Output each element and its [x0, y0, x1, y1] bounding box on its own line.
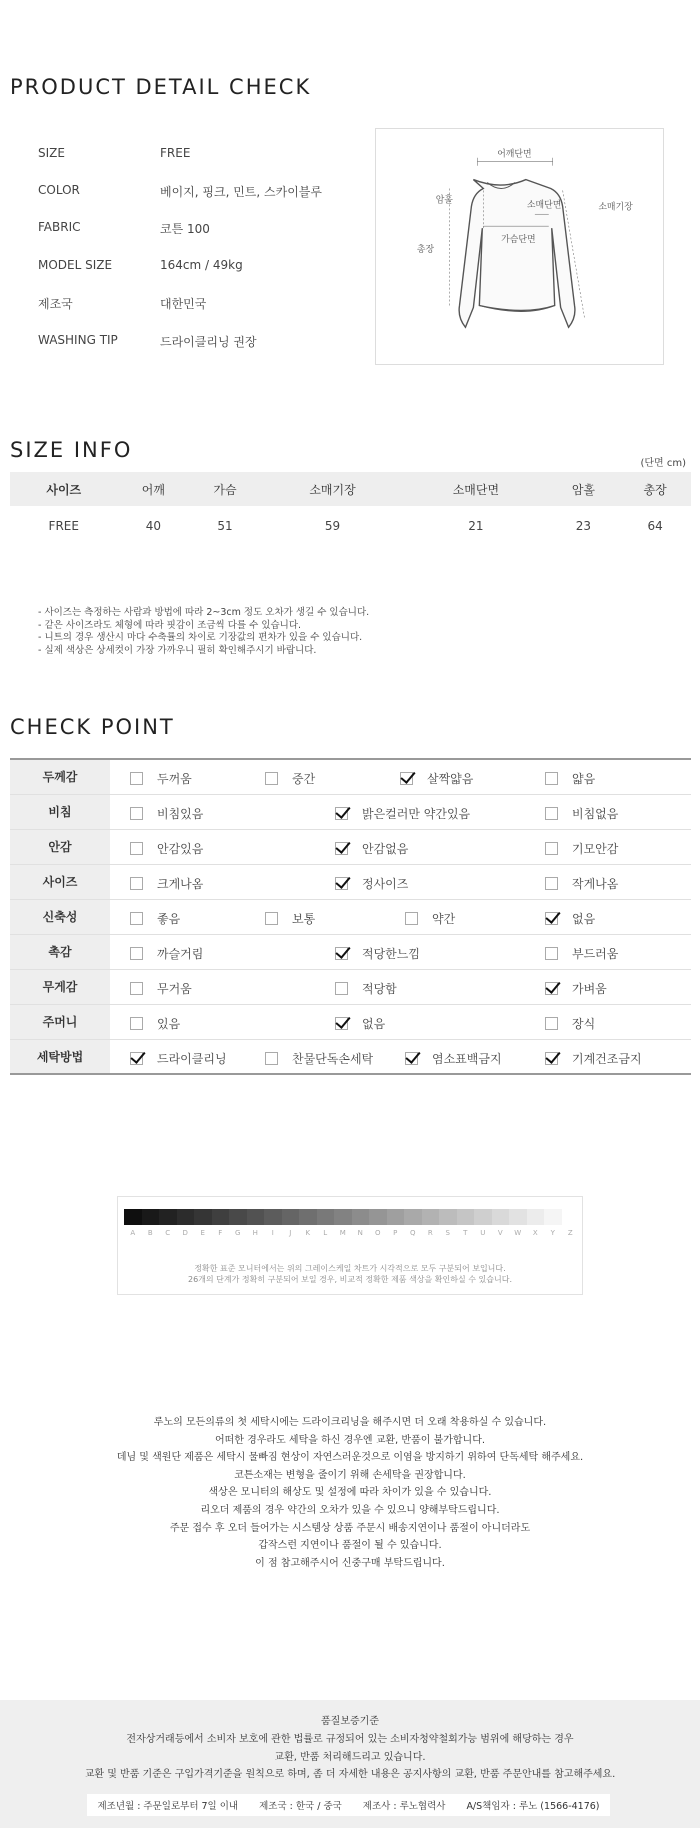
- check-options: [110, 759, 691, 794]
- grayscale-letter: M: [339, 1229, 346, 1237]
- grayscale-swatch: [457, 1209, 475, 1225]
- grayscale-swatch: [264, 1209, 282, 1225]
- detail-label: SIZE: [38, 146, 65, 160]
- check-option-label: 적당한느낌: [362, 946, 420, 961]
- grayscale-swatch: [317, 1209, 335, 1225]
- check-option[interactable]: [545, 1015, 595, 1032]
- check-options: [110, 899, 691, 934]
- product-detail-title: PRODUCT DETAIL CHECK: [10, 75, 312, 99]
- grayscale-swatch: [509, 1209, 527, 1225]
- grayscale-letter: D: [182, 1229, 188, 1237]
- size-cell: 51: [217, 519, 233, 533]
- grayscale-letter: W: [514, 1229, 522, 1237]
- check-option[interactable]: [405, 1050, 502, 1067]
- check-options: [110, 829, 691, 864]
- check-option[interactable]: [335, 980, 397, 997]
- grayscale-letter: V: [497, 1229, 503, 1237]
- check-point-table: [10, 758, 691, 1075]
- check-option-label: 안감있음: [157, 841, 204, 856]
- grayscale-letter: E: [200, 1229, 205, 1237]
- checkbox-checked-icon[interactable]: [335, 1017, 348, 1030]
- diagram-label-sleeve-width: 소매단면: [526, 200, 562, 211]
- size-note: - 사이즈는 측정하는 사람과 방법에 따라 2~3cm 정도 오차가 생길 수 있습니다.: [38, 607, 370, 618]
- size-cell: 21: [468, 519, 484, 533]
- check-option[interactable]: [545, 840, 618, 857]
- check-option[interactable]: [545, 910, 595, 927]
- check-point-title: CHECK POINT: [10, 715, 175, 739]
- grayscale-swatch: [229, 1209, 247, 1225]
- check-row: [10, 759, 691, 794]
- size-cell: 59: [324, 519, 341, 533]
- check-options: [110, 969, 691, 1004]
- detail-value: FREE: [160, 146, 191, 160]
- check-row-label: 주머니: [10, 1004, 110, 1039]
- checkbox-empty-icon[interactable]: [405, 912, 418, 925]
- check-options: [110, 1039, 691, 1074]
- checkbox-checked-icon[interactable]: [335, 877, 348, 890]
- diagram-label-armhole: 암홀: [435, 195, 453, 206]
- check-option[interactable]: [130, 945, 203, 962]
- footer-line: 전자상거래등에서 소비자 보호에 관한 법률로 규정되어 있는 소비자청약철회가능 범위에 해당하는 경우: [126, 1733, 574, 1745]
- check-row: [10, 1039, 691, 1074]
- grayscale-letter: A: [130, 1229, 136, 1237]
- size-info-title: SIZE INFO: [10, 438, 133, 462]
- checkbox-checked-icon[interactable]: [545, 912, 558, 925]
- check-option-label: 살짝얇음: [427, 772, 474, 786]
- checkbox-empty-icon[interactable]: [545, 877, 558, 890]
- grayscale-swatch: [194, 1209, 212, 1225]
- grayscale-letter: B: [147, 1229, 153, 1237]
- check-row: [10, 864, 691, 899]
- checkbox-empty-icon[interactable]: [130, 807, 143, 820]
- grayscale-caption: 26개의 단계가 정확히 구분되어 보일 경우, 비교적 정확한 제품 색상을 확인하실 수 있습니다.: [188, 1275, 512, 1284]
- grayscale-letter: F: [218, 1229, 223, 1237]
- check-option-label: 좋음: [157, 911, 181, 926]
- check-option-label: 크게나옴: [157, 876, 204, 891]
- check-row: [10, 829, 691, 864]
- checkbox-empty-icon[interactable]: [265, 772, 278, 785]
- checkbox-empty-icon[interactable]: [130, 1017, 143, 1030]
- checkbox-checked-icon[interactable]: [130, 1052, 143, 1065]
- notice-line: 주문 접수 후 오더 들어가는 시스템상 상품 주문시 배송지연이나 품절이 아니더라도: [169, 1522, 531, 1534]
- checkbox-checked-icon[interactable]: [405, 1052, 418, 1065]
- size-cell: 40: [145, 519, 161, 533]
- grayscale-swatch: [247, 1209, 265, 1225]
- check-option[interactable]: [335, 875, 408, 892]
- size-table-row: [10, 506, 691, 546]
- check-row-label: 사이즈: [10, 864, 110, 899]
- check-option-label: 중간: [292, 772, 316, 786]
- check-option-label: 까슬거림: [157, 946, 204, 961]
- footer-line: 교환, 반품 처리해드리고 있습니다.: [274, 1751, 426, 1763]
- notice-line: 색상은 모니터의 해상도 및 설정에 따라 차이가 있을 수 있습니다.: [208, 1487, 492, 1499]
- size-header-cell: 가슴: [189, 472, 261, 506]
- checkbox-empty-icon[interactable]: [265, 1052, 278, 1065]
- checkbox-empty-icon[interactable]: [545, 947, 558, 960]
- check-option[interactable]: [335, 805, 470, 822]
- size-cell: 23: [575, 519, 592, 533]
- check-option-label: 작게나옴: [572, 876, 619, 891]
- checkbox-empty-icon[interactable]: [545, 1017, 558, 1030]
- checkbox-checked-icon[interactable]: [545, 982, 558, 995]
- notice-line: 코튼소재는 변형을 줄이기 위해 손세탁을 권장합니다.: [234, 1469, 466, 1481]
- check-option[interactable]: [130, 875, 203, 892]
- grayscale-letter: N: [357, 1229, 363, 1237]
- check-option[interactable]: [545, 875, 618, 892]
- check-row: [10, 934, 691, 969]
- grayscale-letter: X: [532, 1229, 538, 1237]
- check-option-label: 없음: [572, 911, 596, 926]
- footer-info-item: 제조년월 : 주문일로부터 7일 이내: [97, 1801, 239, 1812]
- sweater-outline-icon: [376, 129, 663, 364]
- grayscale-swatch: [474, 1209, 492, 1225]
- check-option[interactable]: [130, 1015, 180, 1032]
- size-header-cell: 총장: [619, 472, 691, 506]
- check-row-label: 신축성: [10, 899, 110, 934]
- check-option-label: 염소표백금지: [432, 1051, 502, 1066]
- size-note: - 니트의 경우 생산시 마다 수축률의 차이로 기장값의 편차가 있을 수 있습니다.: [38, 632, 363, 643]
- size-cell: 64: [647, 519, 663, 533]
- check-option-label: 비침있음: [157, 806, 204, 821]
- footer-info-item: A/S책임자 : 루노 (1566-4176): [466, 1801, 600, 1812]
- check-option-label: 가벼움: [572, 981, 607, 996]
- grayscale-letter: H: [252, 1229, 258, 1237]
- grayscale-letter: I: [271, 1229, 274, 1237]
- grayscale-letter: J: [289, 1229, 292, 1237]
- garment-diagram: [375, 128, 664, 365]
- size-header-cell: 소매기장: [261, 472, 404, 506]
- detail-label: FABRIC: [38, 220, 81, 234]
- check-option[interactable]: [130, 910, 180, 927]
- checkbox-empty-icon[interactable]: [545, 842, 558, 855]
- grayscale-swatch: [404, 1209, 422, 1225]
- notice-line: 리오더 제품의 경우 약간의 오차가 있을 수 있으니 양해부탁드립니다.: [200, 1504, 500, 1516]
- grayscale-swatch: [142, 1209, 160, 1225]
- detail-value: 코튼 100: [160, 222, 210, 236]
- footer-text: [0, 1713, 700, 1784]
- detail-value: 베이지, 핑크, 민트, 스카이블루: [160, 185, 322, 199]
- check-row-label: 비침: [10, 794, 110, 829]
- check-option[interactable]: [265, 910, 315, 927]
- check-option-label: 비침없음: [572, 806, 619, 821]
- grayscale-swatch: [439, 1209, 457, 1225]
- checkbox-empty-icon[interactable]: [545, 807, 558, 820]
- checkbox-empty-icon[interactable]: [130, 912, 143, 925]
- diagram-label-length: 총장: [416, 244, 435, 255]
- check-option-label: 드라이클리닝: [157, 1051, 227, 1066]
- grayscale-swatch: [159, 1209, 177, 1225]
- check-options: [110, 934, 691, 969]
- check-option-label: 찬물단독손세탁: [292, 1051, 374, 1066]
- check-option-label: 기계건조금지: [572, 1051, 642, 1066]
- checkbox-empty-icon[interactable]: [130, 772, 143, 785]
- check-option[interactable]: [130, 840, 203, 857]
- check-option[interactable]: [265, 1050, 373, 1067]
- notice-line: 갑작스런 지연이나 품절이 될 수 있습니다.: [258, 1540, 442, 1552]
- grayscale-bar: [124, 1209, 579, 1225]
- size-unit-label: (단면 cm): [640, 458, 686, 469]
- grayscale-swatch: [299, 1209, 317, 1225]
- checkbox-empty-icon[interactable]: [130, 877, 143, 890]
- grayscale-swatch: [177, 1209, 195, 1225]
- check-option[interactable]: [130, 980, 192, 997]
- grayscale-letter: P: [393, 1229, 398, 1237]
- grayscale-letter: Y: [550, 1229, 555, 1237]
- size-note: - 같은 사이즈라도 체형에 따라 핏감이 조금씩 다를 수 있습니다.: [38, 619, 302, 631]
- check-option-label: 있음: [157, 1016, 181, 1031]
- detail-label: MODEL SIZE: [38, 258, 113, 272]
- diagram-label-sleeve-length: 소매기장: [598, 202, 633, 213]
- grayscale-swatch: [282, 1209, 300, 1225]
- detail-label: WASHING TIP: [38, 333, 118, 347]
- diagram-label-chest: 가슴단면: [501, 235, 536, 246]
- check-option[interactable]: [130, 1050, 227, 1067]
- detail-label: COLOR: [38, 183, 80, 197]
- check-option[interactable]: [545, 980, 607, 997]
- checkbox-empty-icon[interactable]: [130, 842, 143, 855]
- grayscale-letter: L: [323, 1229, 328, 1237]
- grayscale-letter: Q: [409, 1229, 416, 1237]
- size-notes: [38, 607, 369, 657]
- check-options: [110, 794, 691, 829]
- check-option-label: 없음: [362, 1016, 386, 1031]
- checkbox-empty-icon[interactable]: [545, 772, 558, 785]
- check-option-label: 보통: [292, 911, 316, 926]
- checkbox-checked-icon[interactable]: [335, 807, 348, 820]
- check-option-label: 적당함: [362, 981, 397, 996]
- checkbox-empty-icon[interactable]: [130, 982, 143, 995]
- grayscale-letter: S: [445, 1229, 450, 1237]
- checkbox-empty-icon[interactable]: [265, 912, 278, 925]
- grayscale-swatch: [124, 1209, 142, 1225]
- check-option-label: 기모안감: [572, 841, 619, 856]
- quality-guarantee-footer: [0, 1700, 700, 1828]
- footer-title: 품질보증기준: [321, 1716, 379, 1727]
- check-option-label: 부드러움: [572, 946, 619, 961]
- check-row: [10, 794, 691, 829]
- check-row-label: 두께감: [10, 759, 110, 794]
- check-option[interactable]: [335, 945, 420, 962]
- size-note: - 실제 색상은 상세컷이 가장 가까우니 필히 확인해주시기 바랍니다.: [38, 644, 317, 656]
- grayscale-caption: 정확한 표준 모니터에서는 위의 그레이스케일 차트가 시각적으로 모두 구분되어 보입니다.: [194, 1264, 506, 1273]
- check-option-label: 밝은컬러만 약간있음: [362, 806, 471, 821]
- grayscale-letter: T: [463, 1229, 468, 1237]
- check-option[interactable]: [545, 805, 618, 822]
- detail-value: 드라이클리닝 권장: [160, 335, 257, 349]
- check-option-label: 안감없음: [362, 841, 409, 856]
- grayscale-chart: [117, 1196, 583, 1295]
- size-header-cell: 소매단면: [404, 472, 547, 506]
- check-option[interactable]: [545, 770, 595, 787]
- size-table-header: [10, 472, 691, 506]
- footer-info-item: 제조사 : 루노협력사: [362, 1801, 446, 1812]
- detail-label: 제조국: [38, 297, 73, 311]
- check-option-label: 장식: [572, 1016, 596, 1031]
- diagram-label-shoulder: 어깨단면: [497, 149, 532, 160]
- check-row-label: 세탁방법: [10, 1039, 110, 1074]
- check-options: [110, 1004, 691, 1039]
- grayscale-letters: [124, 1229, 579, 1237]
- grayscale-swatch: [544, 1209, 562, 1225]
- detail-value: 대한민국: [160, 297, 207, 311]
- check-option-label: 약간: [432, 911, 456, 926]
- checkbox-empty-icon[interactable]: [335, 982, 348, 995]
- grayscale-letter: C: [165, 1229, 171, 1237]
- grayscale-letter: R: [427, 1229, 433, 1237]
- check-option[interactable]: [130, 770, 192, 787]
- care-notice: [0, 1414, 700, 1572]
- checkbox-checked-icon[interactable]: [545, 1052, 558, 1065]
- check-option[interactable]: [335, 840, 408, 857]
- check-option[interactable]: [545, 1050, 642, 1067]
- check-row-label: 안감: [10, 829, 110, 864]
- grayscale-swatch: [562, 1209, 580, 1225]
- grayscale-swatch: [492, 1209, 510, 1225]
- grayscale-swatch: [352, 1209, 370, 1225]
- size-table: [10, 472, 691, 546]
- checkbox-checked-icon[interactable]: [335, 947, 348, 960]
- checkbox-empty-icon[interactable]: [130, 947, 143, 960]
- detail-value: 164cm / 49kg: [160, 258, 243, 272]
- grayscale-letter: K: [305, 1229, 311, 1237]
- grayscale-letter: G: [235, 1229, 241, 1237]
- check-row-label: 무게감: [10, 969, 110, 1004]
- check-row: [10, 1004, 691, 1039]
- check-option-label: 정사이즈: [362, 876, 409, 891]
- grayscale-swatch: [527, 1209, 545, 1225]
- checkbox-checked-icon[interactable]: [335, 842, 348, 855]
- notice-line: 이 점 참고해주시어 신중구매 부탁드립니다.: [255, 1557, 445, 1569]
- check-option[interactable]: [400, 770, 473, 787]
- size-header-cell: 사이즈: [10, 472, 118, 506]
- size-cell: FREE: [48, 519, 79, 533]
- checkbox-checked-icon[interactable]: [400, 772, 413, 785]
- grayscale-swatch: [422, 1209, 440, 1225]
- check-row-label: 촉감: [10, 934, 110, 969]
- check-option-label: 무거움: [157, 981, 192, 996]
- size-header-cell: 어깨: [118, 472, 190, 506]
- footer-info-item: 제조국 : 한국 / 중국: [259, 1801, 342, 1812]
- grayscale-letter: U: [480, 1229, 486, 1237]
- check-option[interactable]: [335, 1015, 385, 1032]
- footer-line: 교환 및 반품 기준은 구입가격기준을 원칙으로 하며, 좀 더 자세한 내용은 공지사항의 교환, 반품 주문안내를 참고해주세요.: [84, 1769, 616, 1781]
- grayscale-swatch: [387, 1209, 405, 1225]
- check-option[interactable]: [130, 805, 203, 822]
- grayscale-swatch: [334, 1209, 352, 1225]
- notice-line: 데님 및 색원단 제품은 세탁시 물빠짐 현상이 자연스러운것으로 이염을 방지하기 위하여 단독세탁 해주세요.: [116, 1452, 584, 1464]
- grayscale-swatch: [212, 1209, 230, 1225]
- check-option[interactable]: [405, 910, 455, 927]
- check-option-label: 두꺼움: [157, 772, 192, 786]
- footer-info-bar: [87, 1794, 610, 1816]
- check-option[interactable]: [545, 945, 618, 962]
- check-option[interactable]: [265, 770, 315, 787]
- check-options: [110, 864, 691, 899]
- notice-line: 루노의 모든의류의 첫 세탁시에는 드라이크리닝을 해주시면 더 오래 착용하실 수 있습니다.: [153, 1417, 547, 1428]
- check-row: [10, 969, 691, 1004]
- grayscale-swatch: [369, 1209, 387, 1225]
- grayscale-letter: Z: [567, 1229, 573, 1237]
- check-option-label: 얇음: [572, 772, 596, 786]
- grayscale-letter: O: [374, 1229, 381, 1237]
- size-header-cell: 암홀: [548, 472, 620, 506]
- check-row: [10, 899, 691, 934]
- notice-line: 어떠한 경우라도 세탁을 하신 경우엔 교환, 반품이 불가합니다.: [214, 1434, 486, 1446]
